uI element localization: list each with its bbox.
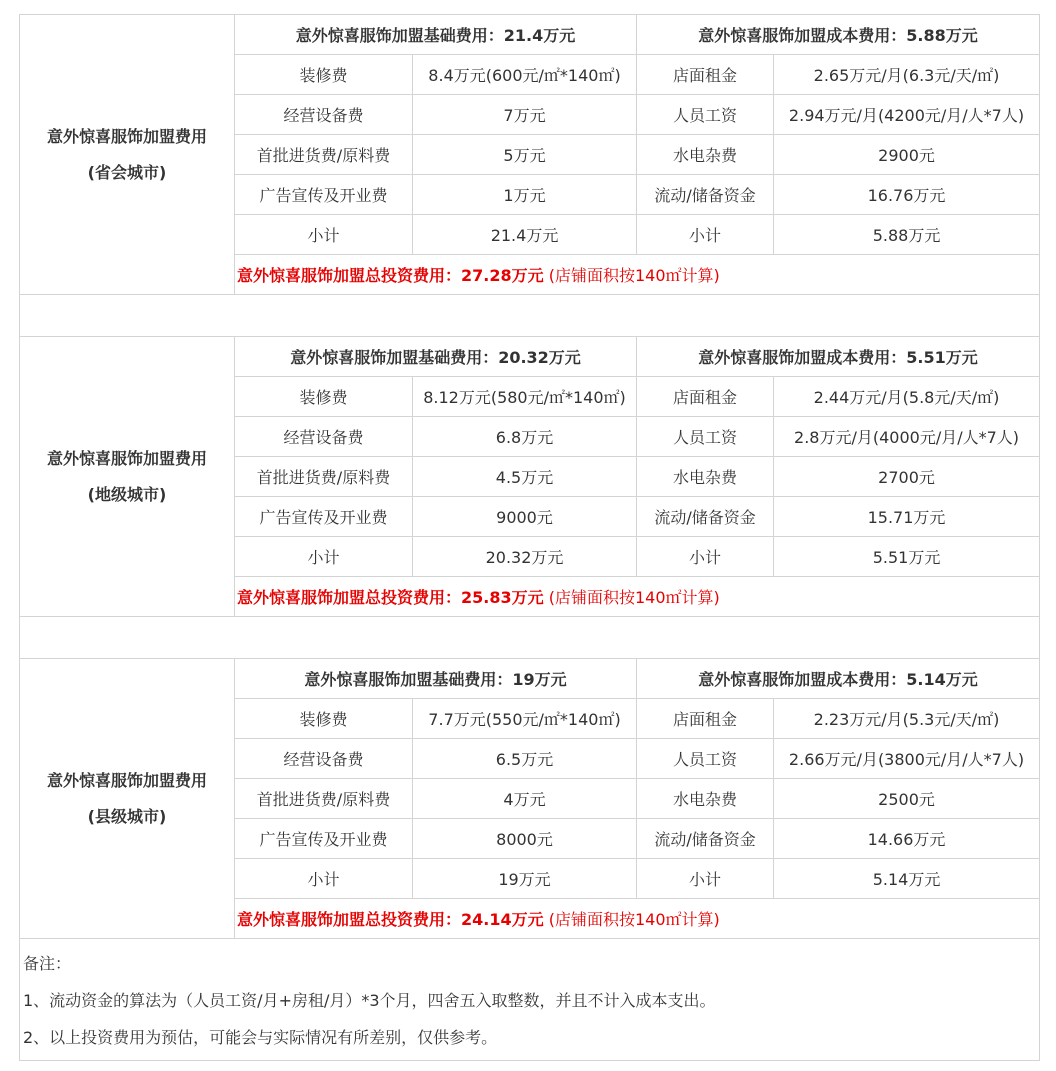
basic-item: 小计 — [235, 215, 413, 255]
cost-item: 店面租金 — [637, 699, 774, 739]
cost-value: 5.51万元 — [774, 537, 1040, 577]
basic-value: 21.4万元 — [413, 215, 637, 255]
cost-item: 水电杂费 — [637, 779, 774, 819]
cost-value: 2500元 — [774, 779, 1040, 819]
cost-item: 小计 — [637, 859, 774, 899]
cost-item: 流动/储备资金 — [637, 497, 774, 537]
cost-value: 5.88万元 — [774, 215, 1040, 255]
basic-item: 小计 — [235, 537, 413, 577]
total-cell — [235, 577, 1040, 617]
city-subtitle: (省会城市) — [87, 162, 167, 182]
total-note: (店铺面积按140㎡计算) — [543, 910, 720, 929]
cost-value: 2.66万元/月(3800元/月/人*7人) — [774, 739, 1040, 779]
city-title: 意外惊喜服饰加盟费用 — [46, 126, 207, 146]
cost-item: 流动/储备资金 — [637, 819, 774, 859]
cost-item: 店面租金 — [637, 377, 774, 417]
basic-fee-header: 意外惊喜服饰加盟基础费用：20.32万元 — [235, 337, 637, 377]
total-cell — [235, 899, 1040, 939]
basic-value: 4万元 — [413, 779, 637, 819]
basic-value: 19万元 — [413, 859, 637, 899]
basic-item: 装修费 — [235, 377, 413, 417]
cost-value: 2900元 — [774, 135, 1040, 175]
cost-value: 2.23万元/月(5.3元/天/㎡) — [774, 699, 1040, 739]
cost-fee-header: 意外惊喜服饰加盟成本费用：5.51万元 — [637, 337, 1040, 377]
basic-value: 5万元 — [413, 135, 637, 175]
cost-item: 小计 — [637, 537, 774, 577]
basic-item: 首批进货费/原料费 — [235, 135, 413, 175]
basic-value: 6.8万元 — [413, 417, 637, 457]
city-title: 意外惊喜服饰加盟费用 — [46, 448, 207, 468]
cost-item: 店面租金 — [637, 55, 774, 95]
spacer-row — [20, 295, 1040, 337]
basic-item: 经营设备费 — [235, 417, 413, 457]
section-header-row — [20, 15, 1040, 55]
basic-fee-header: 意外惊喜服饰加盟基础费用：19万元 — [235, 659, 637, 699]
basic-item: 广告宣传及开业费 — [235, 819, 413, 859]
cost-item: 人员工资 — [637, 739, 774, 779]
basic-value: 7.7万元(550元/㎡*140㎡) — [413, 699, 637, 739]
section-header-row — [20, 337, 1040, 377]
cost-value: 2700元 — [774, 457, 1040, 497]
basic-item: 广告宣传及开业费 — [235, 175, 413, 215]
basic-fee-header: 意外惊喜服饰加盟基础费用：21.4万元 — [235, 15, 637, 55]
basic-value: 8000元 — [413, 819, 637, 859]
basic-value: 1万元 — [413, 175, 637, 215]
note-line: 2、以上投资费用为预估，可能会与实际情况有所差别，仅供参考。 — [23, 1028, 498, 1047]
spacer-row — [20, 617, 1040, 659]
cost-fee-header: 意外惊喜服饰加盟成本费用：5.88万元 — [637, 15, 1040, 55]
basic-value: 20.32万元 — [413, 537, 637, 577]
city-title: 意外惊喜服饰加盟费用 — [46, 770, 207, 790]
basic-item: 经营设备费 — [235, 95, 413, 135]
cost-value: 16.76万元 — [774, 175, 1040, 215]
basic-value: 6.5万元 — [413, 739, 637, 779]
cost-item: 人员工资 — [637, 417, 774, 457]
city-subtitle: (地级城市) — [87, 484, 167, 504]
cost-item: 流动/储备资金 — [637, 175, 774, 215]
cost-item: 人员工资 — [637, 95, 774, 135]
total-note: (店铺面积按140㎡计算) — [543, 588, 720, 607]
total-cell — [235, 255, 1040, 295]
basic-item: 经营设备费 — [235, 739, 413, 779]
cost-value: 14.66万元 — [774, 819, 1040, 859]
basic-value: 8.4万元(600元/㎡*140㎡) — [413, 55, 637, 95]
note-line: 1、流动资金的算法为（人员工资/月+房租/月）*3个月，四舍五入取整数，并且不计入成本支出。 — [23, 991, 716, 1010]
basic-item: 首批进货费/原料费 — [235, 457, 413, 497]
total-label: 意外惊喜服饰加盟总投资费用：24.14万元 — [237, 910, 544, 929]
cost-value: 2.65万元/月(6.3元/天/㎡) — [774, 55, 1040, 95]
city-label-cell — [20, 15, 235, 295]
cost-value: 2.44万元/月(5.8元/天/㎡) — [774, 377, 1040, 417]
cost-value: 15.71万元 — [774, 497, 1040, 537]
basic-item: 广告宣传及开业费 — [235, 497, 413, 537]
notes-cell — [20, 939, 1040, 1061]
cost-value: 2.8万元/月(4000元/月/人*7人) — [774, 417, 1040, 457]
notes-title: 备注： — [23, 954, 72, 973]
basic-item: 装修费 — [235, 699, 413, 739]
total-label: 意外惊喜服饰加盟总投资费用：25.83万元 — [237, 588, 544, 607]
basic-item: 装修费 — [235, 55, 413, 95]
basic-value: 4.5万元 — [413, 457, 637, 497]
basic-value: 8.12万元(580元/㎡*140㎡) — [413, 377, 637, 417]
total-label: 意外惊喜服饰加盟总投资费用：27.28万元 — [237, 266, 544, 285]
spacer-cell — [20, 617, 1040, 659]
cost-value: 2.94万元/月(4200元/月/人*7人) — [774, 95, 1040, 135]
basic-value: 7万元 — [413, 95, 637, 135]
basic-value: 9000元 — [413, 497, 637, 537]
city-subtitle: (县级城市) — [87, 806, 167, 826]
cost-value: 5.14万元 — [774, 859, 1040, 899]
franchise-fee-table — [19, 14, 1040, 1061]
section-header-row — [20, 659, 1040, 699]
total-note: (店铺面积按140㎡计算) — [543, 266, 720, 285]
notes-row — [20, 939, 1040, 1061]
city-label-cell — [20, 659, 235, 939]
cost-item: 小计 — [637, 215, 774, 255]
cost-item: 水电杂费 — [637, 457, 774, 497]
city-label-cell — [20, 337, 235, 617]
basic-item: 首批进货费/原料费 — [235, 779, 413, 819]
cost-item: 水电杂费 — [637, 135, 774, 175]
basic-item: 小计 — [235, 859, 413, 899]
spacer-cell — [20, 295, 1040, 337]
cost-fee-header: 意外惊喜服饰加盟成本费用：5.14万元 — [637, 659, 1040, 699]
